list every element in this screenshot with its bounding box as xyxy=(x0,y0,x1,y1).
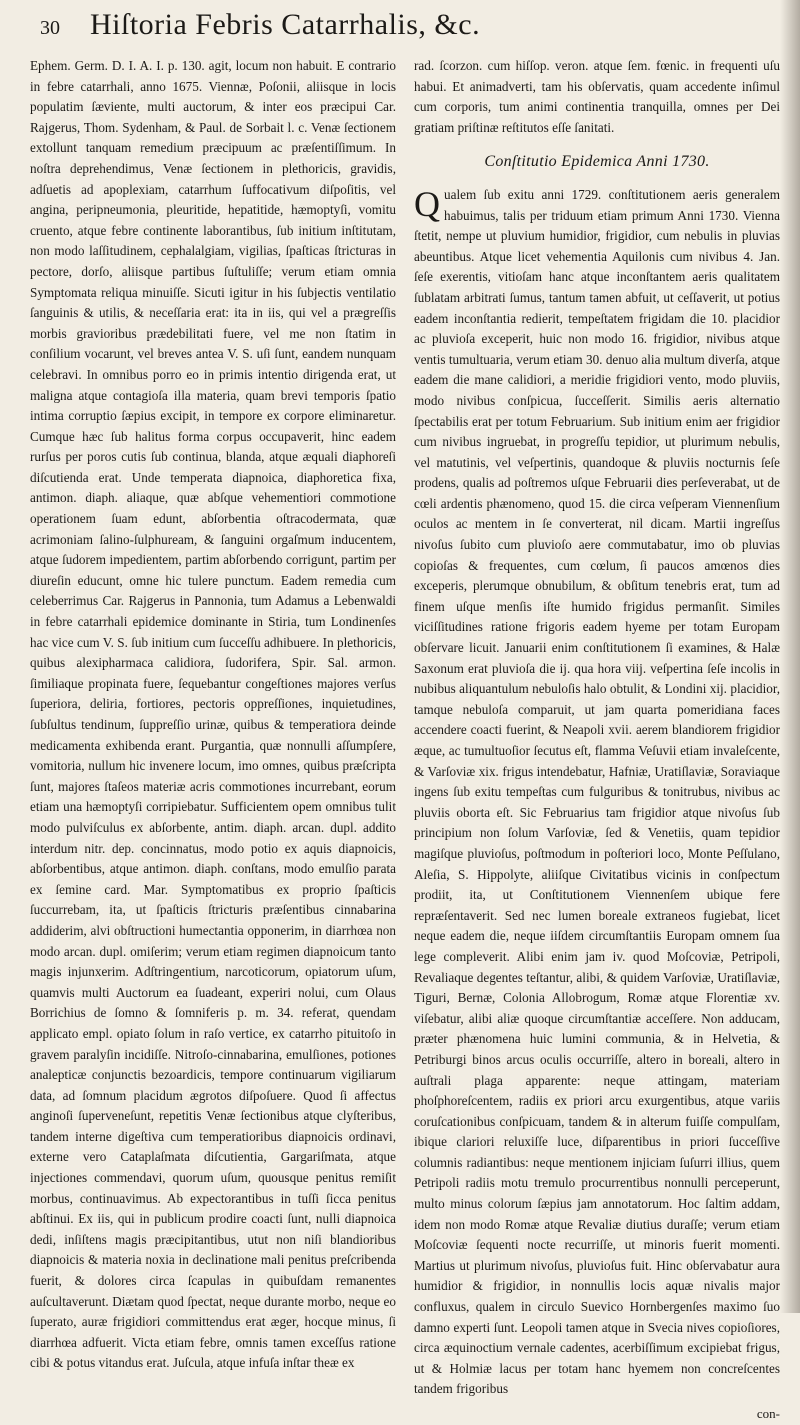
left-column xyxy=(30,56,396,1371)
right-column-intro: rad. ſcorzon. cum hiſſop. veron. atque ſem. fœnic. in frequenti uſu habui. Et animadverti, tam his obſervatis, quam accedente inſimul cum corporis, tum animi continentia tranquilla, omnes per Dei gratiam priſtinæ reſtitutos eſſe ſanitati. xyxy=(414,58,780,135)
page-number: 30 xyxy=(40,17,60,39)
text-columns xyxy=(30,56,780,1421)
page-edge-shadow xyxy=(780,0,800,1313)
page-header xyxy=(40,8,760,54)
running-head: Hiſtoria Febris Catarrhalis, &c. xyxy=(90,8,481,41)
left-column-paragraph: Ephem. Germ. D. I. A. I. p. 130. agit, locum non habuit. E contrario in febre catarrhali, anno 1675. Viennæ, Poſonii, aliisque in locis populatim ſæviente, multi auctorum, & inter eos præcipui Car. Rajgerus, Thom. Sydenham, & Paul. de Sorbait l. c. Venæ ſectionem extollunt tanquam remedium præcipuum ac præſentiſſimum. In noſtra deprehendimus, Venæ ſectionem in plethoricis, gravidis, adſuetis ad apoplexiam, catarrhum ſuffocativum diſpoſitis, vel angina, peripneumonia, pleuritide, hepatitide, hæmoptyſi, vomitu cruento, atque febre continente laborantibus, ſub initium inſtitutam, non modo laſſitudinem, cephalalgiam, vigilias, ſpaſticas ſtricturas in pectore, dorſo, aliisque partibus ſuſtuliſſe; verum etiam omnia Symptomata reliqua minuiſſe. Sicuti igitur in his ſubjectis ventilatio ſanguinis & utilis, & neceſſaria erat: ita in iis, qui vel a prægreſſis morbis gravioribus prædebilitati fuere, vel me non ſtatim in conſilium vocarunt, vel breves antea V. S. uſi ſunt, eandem nunquam celebravi. In omnibus porro eo in primis intentio dirigenda erat, ut maligna atque contagioſa illa materia, quam brevi temporis ſpatio intima corruptio ſæpius excipit, in tempore ex corpore eliminaretur. Cumque hæc ſub halitus forma corpus occupaverit, hinc eadem rurſus per poros cutis ſub continua, blanda, atque æquali diaphoreſi diſcutienda erat. Unde temperata diapnoica, diaphoretica fixa, antimon. diaph. aliaque, quæ abſque vehementiori commotione operationem ſuam edunt, abſorbentia oſtracodermata, quæ acrimoniam ſalino-ſulphuream, & ſanguini orgaſmum inducentem, atque ſudorem impedientem, partim abſorbendo corrigunt, partim per diureſin educunt, omne hic tulere punctum. Eadem remedia cum celeberrimus Car. Rajgerus in Pannonia, tum Adamus a Lebenwaldi in febre catarrhali epidemice dominante in Stiria, tum Londinenſes hac vice cum V. S. ſub initium cum ſucceſſu adhibuere. In plethoricis, quibus alexipharmaca calidiora, ſudorifera, Spir. Sal. armon. ſimiliaque propinata fuere, ſequebantur congeſtiones majores verſus ſuperiora, deliria, fortiores, pectoris oppreſſiones, inquietudines, ſubſultus tendinum, ſuppreſſio urinæ, quibus & temperatiora deinde medicamenta exhibenda erant. Purgantia, quæ nonnulli aſſumpſere, vomitoria, nullum hic invenere locum, imo omnes, quibus præſcripta ſunt, majores ſtaſeos materiæ acris commotiones incurrebant, eorum etiam una hæmoptyſi corripiebatur. Sufficientem opem omnibus tulit modo pulviſculus ex abſorbente, antim. diaph. arcan. dupl. addito interdum nitr. dep. concinnatus, modo potio ex aquis diapnoicis, abſorbentibus, atque antimon. diaph. conſtans, modo emulſio parata ex ſemine card. Mar. Symptomatibus ex proprio ſpaſticis ſuccurrebam, ita, ut ſpaſticis ſtricturis præſentibus cinnabarina addiderim, alvi obſtructioni humectantia opponerim, in diarrhœa non modo arcan. dupl. omiſerim; verum etiam regimen diapnoicum tanto magis injunxerim. Adſtringentium, narcoticorum, opiatorum uſum, quamvis multi Auctorum ea ſuadeant, experiri nolui, cum Olaus Borrichius de ſomno & ſomniferis p. m. 34. referat, quendam applicato empl. opiato ſolum in raſo vertice, ex catarrho pituitoſo in gravem paralyſin incidiſſe. Nitroſo-cinnabarina, emulſiones, potiones analepticæ conjunctis bezoardicis, tempore continuarum vigiliarum data, ad ſomnum placidum ægrotos diſpoſuere. Quod ſi affectus anginoſi ſuperveneſunt, repetitis Venæ ſectionibus atque clyſteribus, tandem interne digeſtiva cum temperatioribus diapnoicis ordinavi, externe vero Cataplaſmata diſcutientia, Gargariſmata, atque injectiones commendavi, quorum uſum, quousque penitus remiſit morbus, continuavimus. Ab expectorantibus in tuſſi ſicca penitus abſtinui. Ex iis, qui in publicum prodire coacti ſunt, nulli diapnoica dedi, inſiſtens magis præcipitantibus, utut non niſi blandioribus diapnoicis & materia noxia in declinatione mali penitus preſcribenda fuerit, & dolores circa ſcapulas in quibuſdam remanentes auſcultaverunt. Diætam quod ſpectat, neque durante morbo, neque eo ſuperato, auræ frigidiori committendus erat æger, hocque minus, ſi diarrhœa adfuerit. Victa etiam febre, omnis tamen exceſſus ratione cibi & potus vitandus erat. Juſcula, atque infuſa inſtar theæ ex xyxy=(30,58,396,1371)
section-title: Conſtitutio Epidemica Anni 1730. xyxy=(484,153,710,171)
catchword: con- xyxy=(756,1406,780,1421)
right-column xyxy=(414,56,780,1421)
right-column-paragraph: Qualem ſub exitu anni 1729. conſtitutionem aeris generalem habuimus, talis per triduum etiam primum Anni 1730. Vienna ſtetit, nempe ut pluvium humidior, frigidior, cum nebulis in pluvias abeuntibus. Atque licet vehementia Aquilonis cum nivibus 4. Jan. ſeſe exerentis, vitioſam hanc atque inconſtantem aeris qualitatem ſublatam arbitrati ſumus, tantum tamen abfuit, ut ceſſaverit, ut potius eadem inconſtantia redierit, tempeſtatem frigidam die 10. placidior ac pluvioſa exceperit, huic non modo 16. frigidior, nivibus atque ventis tumultuaria, verum etiam 30. denuo alia multum diverſa, atque eadem die mane calidiori, a meridie frigidiori vento, modo pluviis, modo nivibus conſpicua, ſucceſſerit. Similis aeris alternatio ſpectabilis erat per totum Februarium. Sub initium enim aer frigidior cum nivibus ingruebat, in progreſſu tepidior, ut plurimum nebulis, vel matutinis, vel veſpertinis, quandoque & pluviis nocturnis ſeſe prodens, qualis ad poſtremos uſque Februarii dies perſeverabat, ut de cœli ardentis phænomeno, quod 15. die circa veſperam Viennenſium oculos ac mentem in ſe converterat, nil dicam. Martii ingreſſus nivoſus ſubito cum pluvioſo aere commutabatur, imo ob pluvias copioſas & frequentes, cum cœlum, ſi paucos amœnos dies exceperis, plerumque obnubilum, & obſitum tenebris erat, tum ad finem uſque menſis iſte humido frigidus permanſit. Similes viciſſitudines ratione frigoris eadem hyeme per totam Europam obſervare licuit. Januarii enim conſtitutionem ſi examines, & Halæ Saxonum erat pluvioſa die ij. qua hora viij. veſpertina ſeſe incolis in nubibus aliquantulum nebuloſis halo obtulit, & Londini xij. placidior, tamque nebuloſa comparuit, ut jam quarta pomeridiana faces accendere coacti fuerint, & Neapoli xvii. aerem blandiorem frigidior æque, ac tumultuoſior ſecutus eſt, flamma Veſuvii etiam invaleſcente, & Varſoviæ xix. frigus intendebatur, Hafniæ, Uratiſlaviæ, Soraviaque ingens ſub exitu tempeſtas cum fulguribus & tonitrubus, nivibus ac pluviis oborta eſt. Sic Februarius tam frigidior atque nivoſus ſub principium non ſolum Varſoviæ, ſed & Venetiis, quam tepidior magiſque pluvioſus, poſtmodum in poſteriori loco, Monte Peſſulano, Aleſia, S. Hippolyte, aliiſque Civitatibus vicinis in conſpectum prodiit, ita, ut Conſtitutionem Viennenſem ubique fere repræſentaverit. Sed nec lumen boreale extraneos fugiebat, licet neque eadem die, neque iiſdem circumſtantiis Europam omnem ſua lege compleverit. Alibi enim jam iv. quod Moſcoviæ, Petripoli, Revaliaque degentes teſtantur, alibi, & quidem Varſoviæ, Uratiſlaviæ, Tiguri, Bernæ, Colonia Allobrogum, Romæ atque Florentiæ xv. viſebatur, alibi aliæ quoque circumſtantiæ acceſſere. Non adducam, præter phænomena huic lumini communia, & in Helvetia, & Petriburgi binos arcus oculis occurriſſe, altero in boreali, altero in auſtrali plaga apparente: neque attingam, materiam phoſphoreſcentem, radiis ex priori arcu exurgentibus, atque variis coruſcationibus conſpicuam, tandem & in alterum fuiſſe compulſam, ibique clariori reluxiſſe luce, diſparentibus in priori ſucceſſive columnis radiantibus: neque mentionem injiciam ſuſurri illius, quem Petripoli radiis motu tremulo procurrentibus nonnulli perceperunt, multo minus colorum ſæpius jam annotatorum. Hoc ſaltim addam, idem non modo Romæ atque Revaliæ diutius duraſſe; verum etiam Moſcoviæ ſequenti nocte recurriſſe, ut minoris fuerit momenti. Martius ut plurimum nivoſus, pluvioſus fuit. Hinc obſervabatur aura humidior & frigidior, in nonnullis locis aquæ nivalis major confluxus, qualem in circulo Suevico Hornbergenſes maximo ſuo damno experti ſunt. Leopoli tamen atque in Svecia nives copioſiores, circa æquinoctium vernale cadentes, acerbiſſimum excipiebat frigus, ut & Holmiæ lacus per totam hanc hyemem non concreſcentes tandem frigoribus xyxy=(414,183,780,1397)
